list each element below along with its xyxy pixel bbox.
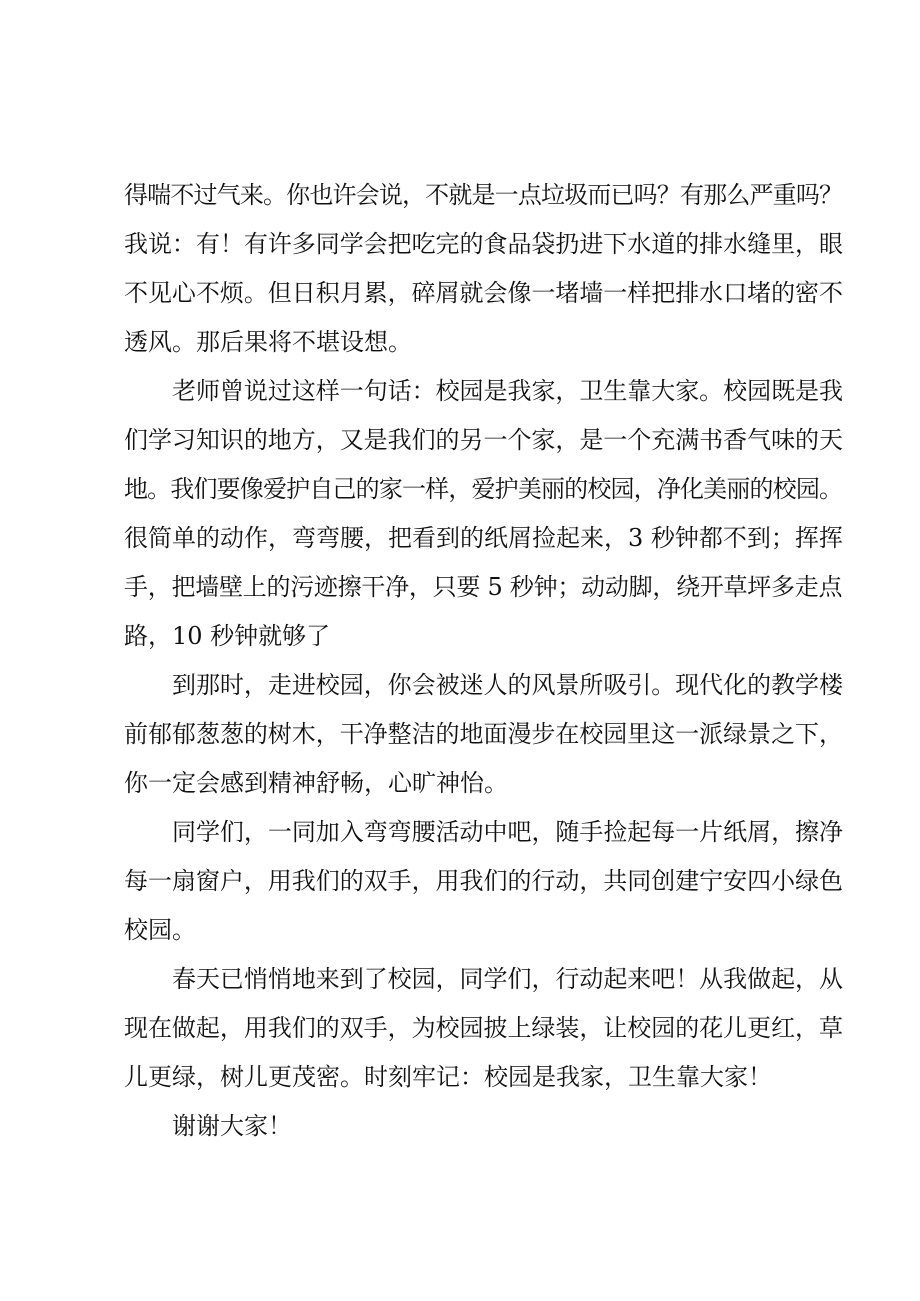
paragraph-2-line-4: 很简单的动作，弯弯腰，把看到的纸屑捡起来，3 秒钟都不到；挥挥 [124, 524, 843, 552]
paragraph-4-line-1: 同学们，一同加入弯弯腰活动中吧，随手捡起每一片纸屑，擦净 [172, 818, 843, 846]
paragraph-4-line-2: 每一扇窗户，用我们的双手，用我们的行动，共同创建宁安四小绿色 [124, 867, 843, 895]
paragraph-5-line-3: 儿更绿，树儿更茂密。时刻牢记：校园是我家，卫生靠大家！ [124, 1063, 772, 1091]
paragraph-3-line-1: 到那时，走进校园，你会被迷人的风景所吸引。现代化的教学楼 [172, 671, 843, 699]
paragraph-3-line-2: 前郁郁葱葱的树木，干净整洁的地面漫步在校园里这一派绿景之下， [124, 720, 843, 748]
paragraph-2-line-6: 路，10 秒钟就够了 [124, 622, 331, 650]
paragraph-1-line-4: 透风。那后果将不堪设想。 [124, 328, 412, 356]
paragraph-2-line-5: 手，把墙壁上的污迹擦干净，只要 5 秒钟；动动脚，绕开草坪多走点 [124, 573, 843, 601]
paragraph-1-line-2: 我说：有！有许多同学会把吃完的食品袋扔进下水道的排水缝里，眼 [124, 230, 843, 258]
paragraph-2-line-1: 老师曾说过这样一句话：校园是我家，卫生靠大家。校园既是我 [172, 377, 843, 405]
paragraph-6-line-1: 谢谢大家！ [172, 1112, 292, 1140]
paragraph-3-line-3: 你一定会感到精神舒畅，心旷神怡。 [124, 769, 508, 797]
paragraph-2-line-3: 地。我们要像爱护自己的家一样，爱护美丽的校园，净化美丽的校园。 [124, 475, 843, 503]
paragraph-2-line-2: 们学习知识的地方，又是我们的另一个家，是一个充满书香气味的天 [124, 426, 843, 454]
paragraph-1-line-3: 不见心不烦。但日积月累，碎屑就会像一堵墙一样把排水口堵的密不 [124, 279, 843, 307]
paragraph-1-line-1: 得喘不过气来。你也许会说，不就是一点垃圾而已吗？有那么严重吗？ [124, 181, 843, 209]
paragraph-5-line-2: 现在做起，用我们的双手，为校园披上绿装，让校园的花儿更红，草 [124, 1014, 843, 1042]
paragraph-4-line-3: 校园。 [124, 916, 196, 944]
paragraph-5-line-1: 春天已悄悄地来到了校园，同学们，行动起来吧！从我做起，从 [172, 965, 843, 993]
